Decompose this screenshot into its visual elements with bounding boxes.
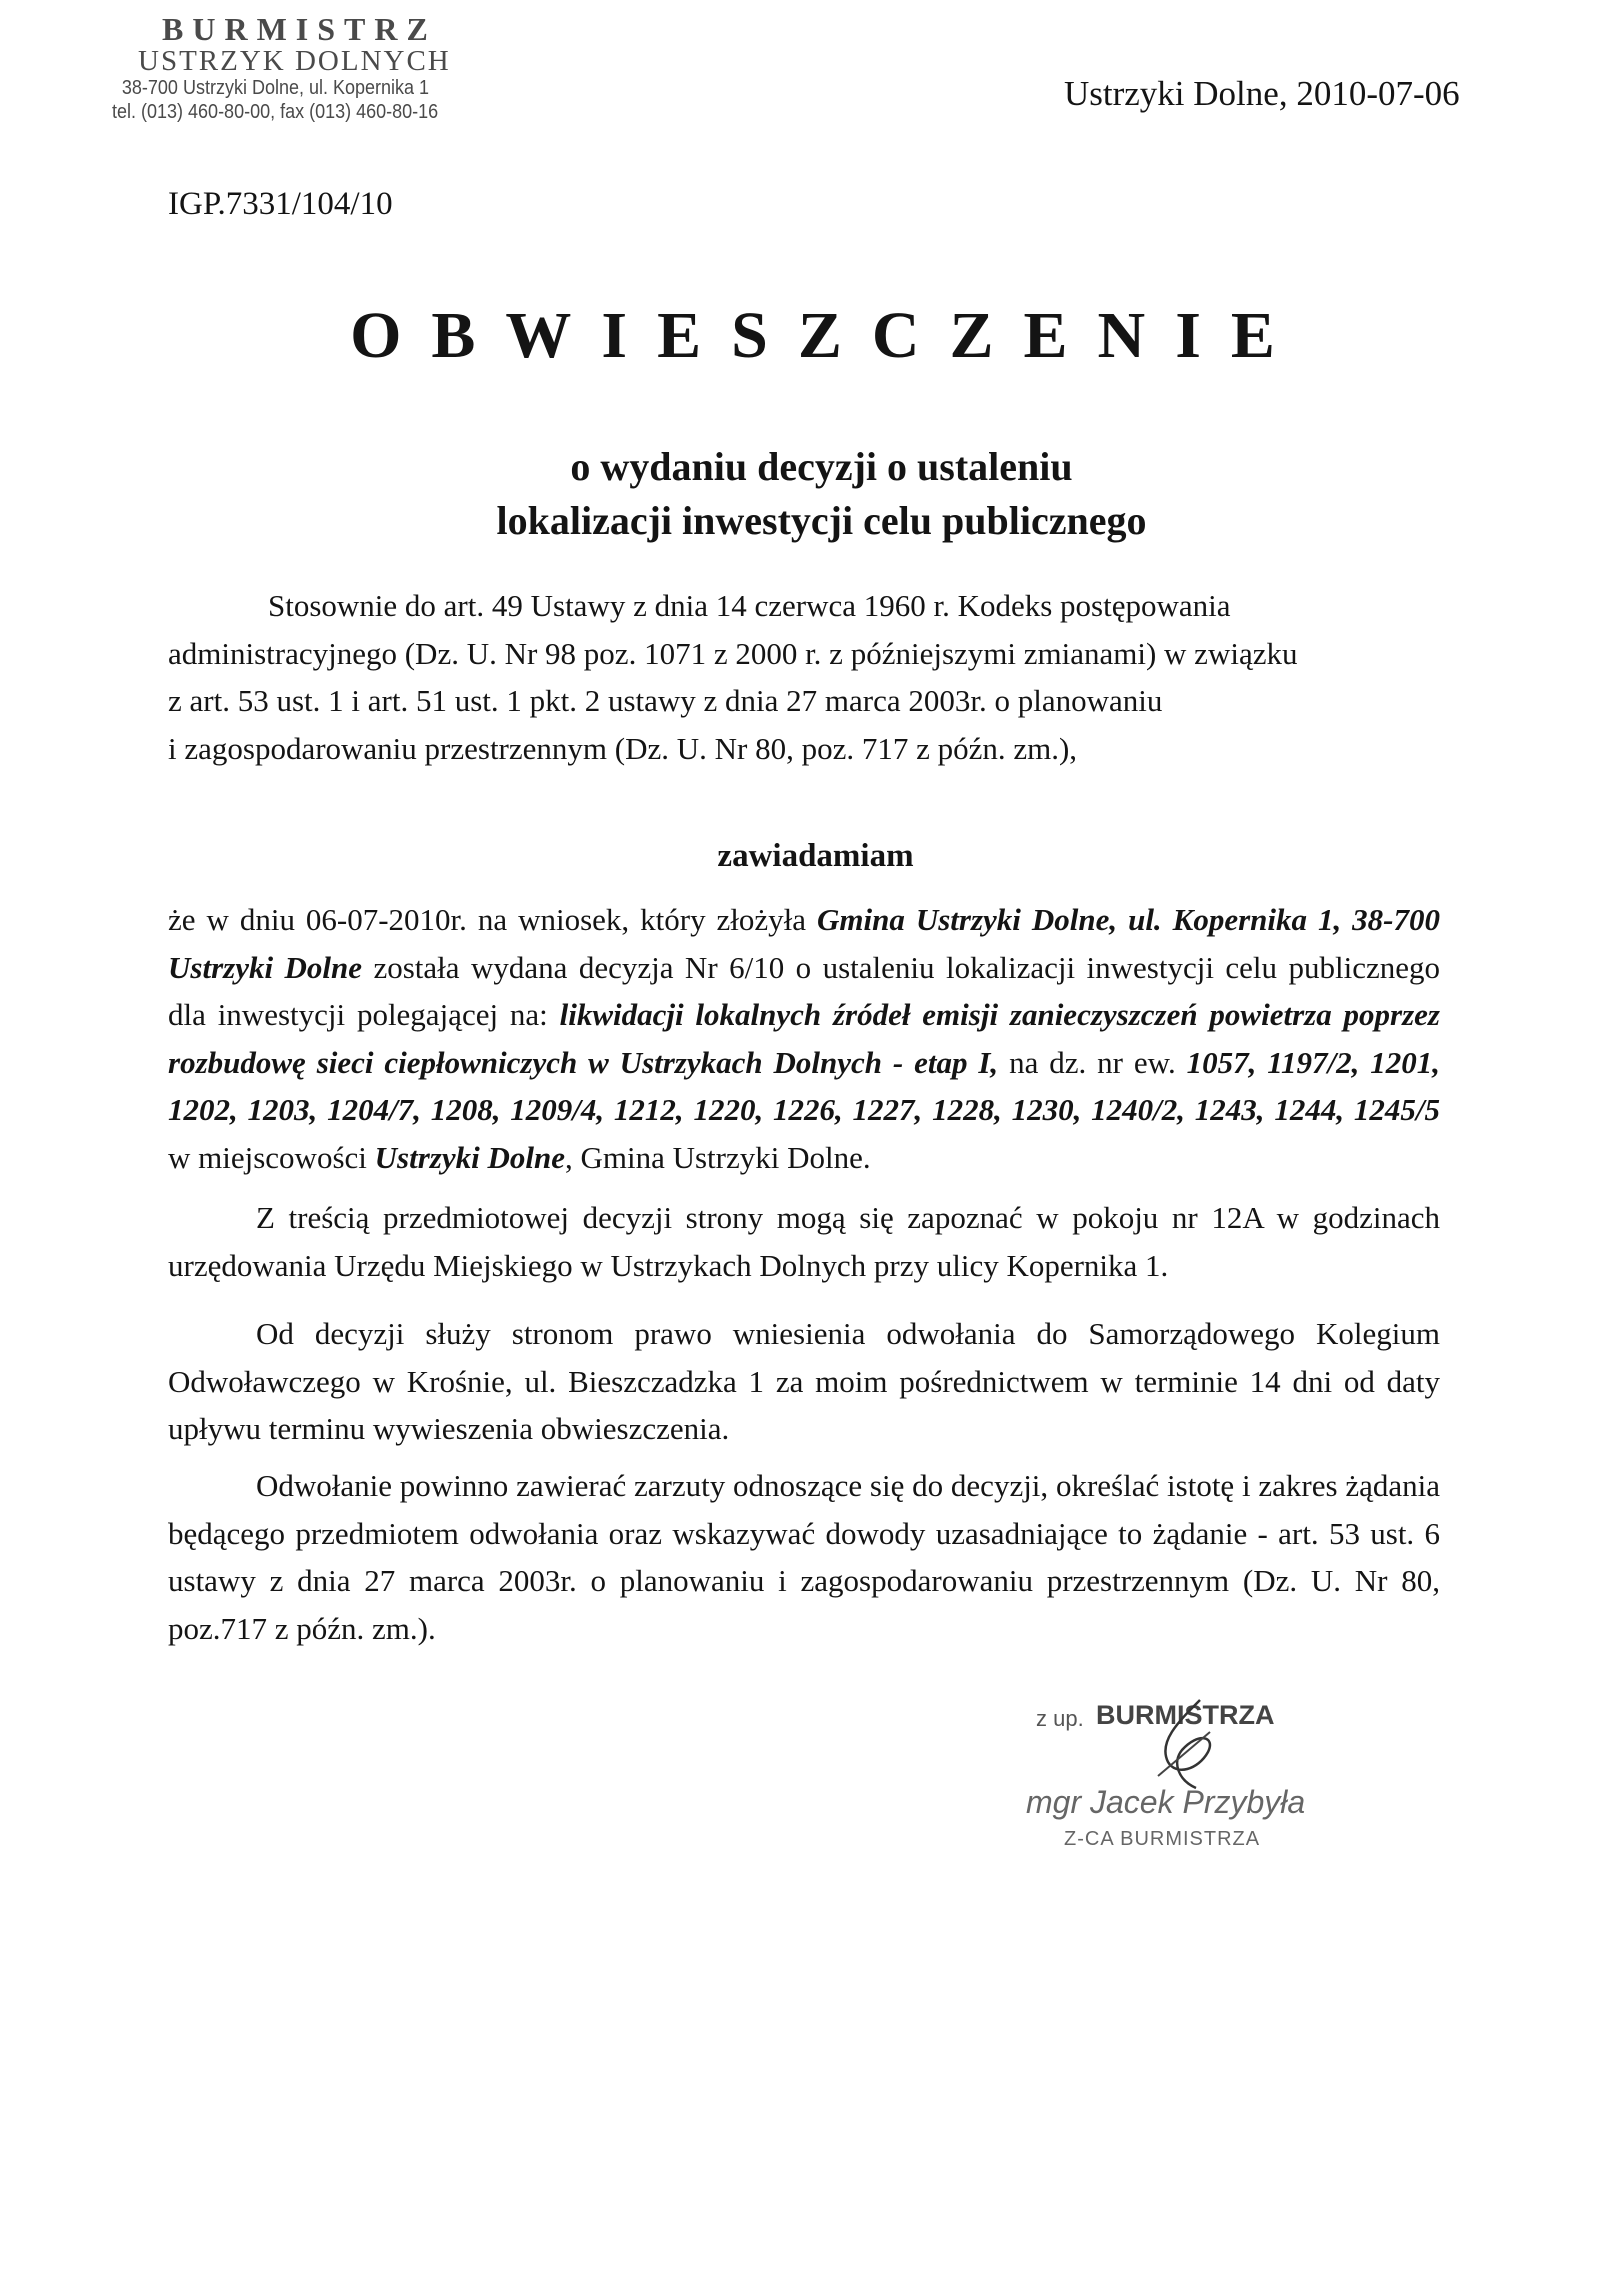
decision-text: , Gmina Ustrzyki Dolne. <box>564 1139 871 1175</box>
decision-text: została wydana decyzja Nr 6/10 o ustaleniu lokalizacji inwestycji celu publicznego dla inwestycji polegającej na: <box>168 949 1440 1032</box>
letterhead <box>112 12 474 124</box>
subtitle-line-2: lokalizacji inwestycji celu publicznego <box>496 498 1147 543</box>
letterhead-contact: tel. (013) 460-80-00, fax (013) 460-80-16 <box>112 101 439 123</box>
decision-paragraph <box>168 896 1440 1181</box>
signature-stamp-title: BURMISTRZA <box>1096 1700 1275 1730</box>
legal-basis-line-2: administracyjnego (Dz. U. Nr 98 poz. 1071 z 2000 r. z późniejszymi zmianami) w związku <box>168 635 1298 671</box>
letterhead-address: 38-700 Ustrzyki Dolne, ul. Kopernika 1 <box>121 77 430 99</box>
parcel-numbers: 1057, 1197/2, 1201, 1202, 1203, 1204/7, 1208, 1209/4, 1212, 1220, 1226, 1227, 1228, 1230, 1240/2, 1243, 1244, 1245/5 <box>168 1044 1441 1127</box>
applicant: Gmina Ustrzyki Dolne, ul. Kopernika 1, 38-700 Ustrzyki Dolne <box>168 902 1440 985</box>
legal-basis-line-3: z art. 53 ust. 1 i art. 51 ust. 1 pkt. 2 ustawy z dnia 27 marca 2003r. o planowaniu <box>168 683 1163 718</box>
decision-text: że w dniu 06-07-2010r. na wniosek, który złożyła <box>168 902 818 937</box>
letterhead-subtitle: USTRZYK DOLNYCH <box>138 45 451 77</box>
place-date: Ustrzyki Dolne, 2010-07-06 <box>1064 74 1460 113</box>
signatory-name: mgr Jacek Przybyła <box>1026 1784 1306 1820</box>
appeal-content-paragraph: Odwołanie powinno zawierać zarzuty odnoszące się do decyzji, określać istotę i zakres żądania będącego przedmiotem odwołania oraz wskazywać dowody uzasadniające to żądanie - art. 53 ust. 6 ustawy z dnia 27 marca 2003r. o planowaniu i zagospodarowaniu przestrzennym (Dz. U. Nr 80, poz.717 z późn. zm.). <box>168 1468 1440 1646</box>
decision-text: w miejscowości <box>168 1139 375 1175</box>
signature-prefix: z up. <box>1036 1706 1084 1731</box>
signature-block <box>1026 1686 1326 1866</box>
document-subtitle <box>0 440 1615 548</box>
appeal-paragraph: Od decyzji służy stronom prawo wniesienia odwołania do Samorządowego Kolegium Odwoławczego w Krośnie, ul. Bieszczadzka 1 za moim pośrednictwem w terminie 14 dni od daty upływu terminu wywieszenia obwieszczenia. <box>168 1316 1440 1446</box>
subtitle-line-1: o wydaniu decyzji o ustaleniu <box>570 444 1073 489</box>
document-title: OBWIESZCZENIE <box>350 299 1305 372</box>
decision-text: na dz. nr ew. <box>998 1044 1187 1080</box>
reference-number: IGP.7331/104/10 <box>168 186 393 222</box>
announcement-verb: zawiadamiam <box>717 838 914 874</box>
letterhead-title: BURMISTRZ <box>162 11 437 47</box>
investment-name: likwidacji lokalnych źródeł emisji zanieczyszczeń powietrza poprzez rozbudowę sieci ciepłowniczych w Ustrzykach Dolnych - etap I, <box>168 997 1440 1080</box>
legal-basis-paragraph <box>168 582 1440 772</box>
locality: Ustrzyki Dolne <box>374 1139 565 1175</box>
legal-basis-line-1: Stosownie do art. 49 Ustawy z dnia 14 czerwca 1960 r. Kodeks postępowania <box>268 588 1231 623</box>
legal-basis-line-4: i zagospodarowaniu przestrzennym (Dz. U. Nr 80, poz. 717 z późn. zm.), <box>168 730 1078 766</box>
signatory-role: Z-CA BURMISTRZA <box>1064 1828 1261 1850</box>
inspection-paragraph: Z treścią przedmiotowej decyzji strony mogą się zapoznać w pokoju nr 12A w godzinach urzędowania Urzędu Miejskiego w Ustrzykach Dolnych przy ulicy Kopernika 1. <box>168 1200 1440 1283</box>
